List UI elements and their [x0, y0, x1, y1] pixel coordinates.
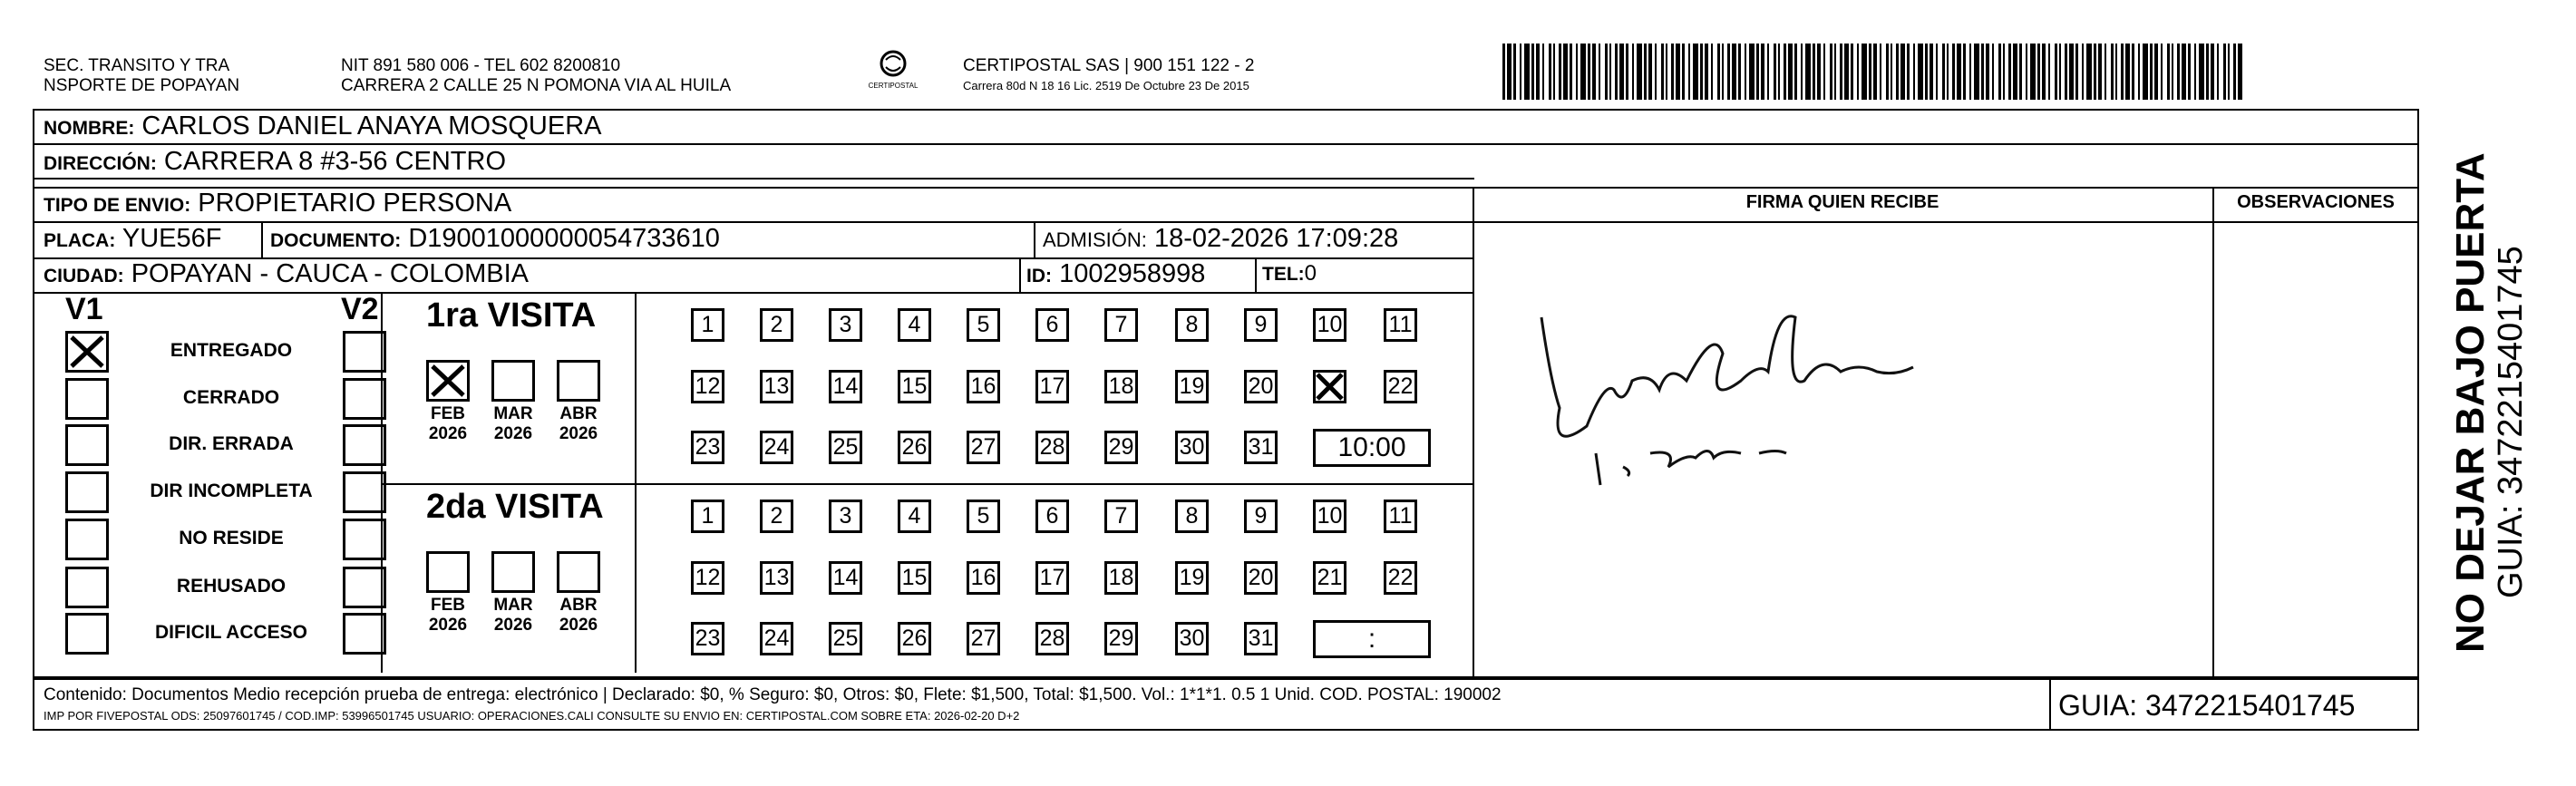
- month-name: ABR: [559, 596, 598, 615]
- footer-guia: GUIA: 3472215401745: [2058, 689, 2356, 722]
- barcode-bar: [2217, 44, 2219, 100]
- status-label: NO RESIDE: [179, 528, 284, 548]
- barcode-bar: [1851, 44, 1853, 100]
- barcode-bar: [1913, 44, 1915, 100]
- month-year: 2026: [559, 616, 598, 635]
- month-year: 2026: [493, 424, 533, 443]
- id-cell: [1026, 258, 1205, 292]
- barcode-bar: [1570, 44, 1572, 100]
- day-box[interactable]: 7: [1104, 500, 1138, 533]
- day-box[interactable]: 14: [829, 370, 862, 403]
- nit-line1: NIT 891 580 006 - TEL 602 8200810: [341, 56, 621, 75]
- day-box[interactable]: 9: [1244, 308, 1278, 342]
- day-box[interactable]: 2: [760, 308, 793, 342]
- barcode-bar: [1727, 44, 1730, 100]
- status-label: DIFICIL ACCESO: [154, 622, 307, 643]
- barcode-bar: [1817, 44, 1821, 100]
- tel-cell: [1262, 258, 1317, 290]
- v1-checkbox[interactable]: [65, 567, 109, 608]
- barcode-bar: [2228, 44, 2230, 100]
- month-label: [486, 596, 540, 636]
- barcode-bar: [1666, 44, 1667, 100]
- v1-checkbox[interactable]: [65, 613, 109, 655]
- barcode-bar: [1891, 44, 1892, 100]
- day-box[interactable]: 20: [1244, 370, 1278, 403]
- header: [0, 0, 2576, 104]
- barcode-bar: [2065, 44, 2067, 100]
- barcode-bar: [1648, 44, 1652, 100]
- barcode-bar: [1745, 44, 1746, 100]
- barcode-bar: [1986, 44, 1989, 100]
- barcode-bar: [2223, 44, 2226, 100]
- day-box[interactable]: 24: [760, 431, 793, 464]
- nombre-row: [44, 111, 602, 144]
- day-box[interactable]: 20: [1244, 561, 1278, 595]
- day-box[interactable]: 13: [760, 370, 793, 403]
- id-label: ID:: [1026, 266, 1052, 286]
- status-label: DIR INCOMPLETA: [150, 480, 313, 501]
- day-box[interactable]: 27: [967, 622, 1000, 655]
- barcode-bar: [1813, 44, 1815, 100]
- nombre-value: CARLOS DANIEL ANAYA MOSQUERA: [141, 112, 602, 141]
- month-label: [421, 404, 475, 444]
- month-label: [551, 404, 606, 444]
- admision-label: ADMISIÓN:: [1043, 228, 1147, 251]
- firma-header: FIRMA QUIEN RECIBE: [1745, 192, 1939, 212]
- no-dejar-bajo-puerta: NO DEJAR BAJO PUERTA: [2448, 152, 2493, 653]
- barcode-bar: [2233, 44, 2236, 100]
- day-box[interactable]: 2: [760, 500, 793, 533]
- day-box[interactable]: 8: [1175, 500, 1209, 533]
- side-guia: GUIA: 3472215401745: [2492, 246, 2530, 598]
- barcode-bar: [1823, 44, 1825, 100]
- placa-value: YUE56F: [122, 224, 222, 253]
- barcode-bar: [2013, 44, 2017, 100]
- sec-transito-line1: SEC. TRANSITO Y TRA: [44, 56, 230, 75]
- month-year: 2026: [428, 616, 468, 635]
- day-box[interactable]: 18: [1104, 561, 1138, 595]
- barcode-bar: [1676, 44, 1680, 100]
- barcode-bar: [1918, 44, 1923, 100]
- barcode-bar: [1801, 44, 1803, 100]
- ciudad-value: POPAYAN - CAUCA - COLOMBIA: [131, 259, 530, 288]
- barcode-bar: [2177, 44, 2180, 100]
- admision-cell: [1043, 223, 1398, 256]
- tipo-label: TIPO DE ENVIO:: [44, 195, 191, 216]
- day-box[interactable]: 1: [691, 308, 724, 342]
- month-label: [551, 596, 606, 636]
- barcode-bar: [1969, 44, 1971, 100]
- barcode-bar: [1722, 44, 1724, 100]
- barcode-bar: [1682, 44, 1685, 100]
- barcode-bar: [1942, 44, 1945, 100]
- day-box[interactable]: 22: [1384, 370, 1417, 403]
- day-box[interactable]: 13: [760, 561, 793, 595]
- month-checkbox[interactable]: [557, 360, 600, 402]
- barcode-bar: [2055, 44, 2057, 100]
- signature-drawing: [1532, 272, 2022, 490]
- certipostal-line2: Carrera 80d N 18 16 Lic. 2519 De Octubre 23 De 2015: [963, 79, 1249, 92]
- barcode-bar: [2115, 44, 2117, 100]
- month-label: [486, 404, 540, 444]
- day-box[interactable]: 8: [1175, 308, 1209, 342]
- barcode-bar: [1717, 44, 1720, 100]
- day-box[interactable]: 31: [1244, 622, 1278, 655]
- day-box[interactable]: 24: [760, 622, 793, 655]
- day-box[interactable]: [1313, 370, 1346, 403]
- barcode-bar: [2172, 44, 2173, 100]
- day-box[interactable]: 5: [967, 308, 1000, 342]
- month-name: MAR: [493, 404, 533, 423]
- status-label: DIR. ERRADA: [169, 433, 294, 454]
- nombre-label: NOMBRE:: [44, 118, 135, 139]
- barcode-bar: [1738, 44, 1741, 100]
- barcode-bar: [2069, 44, 2074, 100]
- day-box[interactable]: 12: [691, 561, 724, 595]
- ciudad-row: [44, 258, 529, 292]
- barcode-bar: [2111, 44, 2114, 100]
- day-box[interactable]: 7: [1104, 308, 1138, 342]
- barcode-bar: [1774, 44, 1776, 100]
- barcode-bar: [1862, 44, 1867, 100]
- barcode-bar: [1559, 44, 1561, 100]
- barcode-bar: [2199, 44, 2204, 100]
- v1-checkbox[interactable]: [65, 519, 109, 560]
- v1-checkbox[interactable]: [65, 424, 109, 466]
- barcode-bar: [1655, 44, 1657, 100]
- barcode-bar: [1925, 44, 1928, 100]
- barcode-bar: [1805, 44, 1811, 100]
- barcode-bar: [1886, 44, 1889, 100]
- day-box[interactable]: 4: [898, 308, 931, 342]
- barcode-bar: [1502, 44, 1505, 100]
- barcode-bar: [2150, 44, 2153, 100]
- day-box[interactable]: 19: [1175, 370, 1209, 403]
- barcode-bar: [2042, 44, 2046, 100]
- day-box[interactable]: 3: [829, 500, 862, 533]
- barcode-bar: [2154, 44, 2158, 100]
- direccion-value: CARRERA 8 #3-56 CENTRO: [163, 147, 507, 176]
- signature-line2: [1532, 274, 1537, 275]
- barcode-bar: [1873, 44, 1877, 100]
- month-label: [421, 596, 475, 636]
- day-box[interactable]: 9: [1244, 500, 1278, 533]
- v1-label: V1: [65, 292, 103, 326]
- barcode-bar: [1767, 44, 1769, 100]
- barcode-bar: [1963, 44, 1966, 100]
- day-box[interactable]: 25: [829, 431, 862, 464]
- barcode-bar: [2075, 44, 2078, 100]
- barcode-bar: [1661, 44, 1664, 100]
- barcode-bar: [1592, 44, 1596, 100]
- v1-checkbox[interactable]: [65, 378, 109, 420]
- day-box[interactable]: 23: [691, 622, 724, 655]
- barcode-bar: [2125, 44, 2130, 100]
- barcode-bar: [1700, 44, 1703, 100]
- day-box[interactable]: 26: [898, 622, 931, 655]
- barcode-bar: [2238, 44, 2242, 100]
- day-box[interactable]: 27: [967, 431, 1000, 464]
- barcode-bar: [1599, 44, 1600, 100]
- logo-text: CERTIPOSTAL: [868, 82, 919, 90]
- month-checkbox[interactable]: [557, 551, 600, 593]
- barcode-bar: [1869, 44, 1871, 100]
- observaciones-header: OBSERVACIONES: [2237, 192, 2395, 212]
- barcode-bar: [1981, 44, 1984, 100]
- v2-checkbox[interactable]: [343, 519, 386, 560]
- day-box[interactable]: 17: [1035, 561, 1069, 595]
- barcode-bar: [1756, 44, 1759, 100]
- barcode-bar: [1936, 44, 1938, 100]
- barcode-bar: [1840, 44, 1842, 100]
- barcode-bar: [1644, 44, 1647, 100]
- barcode-bar: [1952, 44, 1955, 100]
- barcode-bar: [1857, 44, 1859, 100]
- status-label: ENTREGADO: [170, 340, 293, 361]
- v2-checkbox[interactable]: [343, 567, 386, 608]
- barcode-bar: [1524, 44, 1530, 100]
- month-checkbox[interactable]: [426, 360, 470, 402]
- direccion-label: DIRECCIÓN:: [44, 153, 157, 174]
- barcode-bar: [1549, 44, 1551, 100]
- barcode-bar: [2037, 44, 2040, 100]
- day-box[interactable]: 10: [1313, 308, 1346, 342]
- documento-cell: [270, 223, 720, 257]
- day-box[interactable]: 18: [1104, 370, 1138, 403]
- day-box[interactable]: 22: [1384, 561, 1417, 595]
- month-checkbox[interactable]: [491, 360, 535, 402]
- day-box[interactable]: 19: [1175, 561, 1209, 595]
- barcode-bar: [2105, 44, 2106, 100]
- day-box[interactable]: 23: [691, 431, 724, 464]
- day-box[interactable]: 30: [1175, 431, 1209, 464]
- tipo-row: [44, 188, 511, 221]
- signature-line1: [1532, 272, 1538, 273]
- day-box[interactable]: 6: [1035, 308, 1069, 342]
- barcode-bar: [1615, 44, 1618, 100]
- barcode-bar: [1563, 44, 1568, 100]
- barcode-bar: [2143, 44, 2148, 100]
- v2-checkbox[interactable]: [343, 424, 386, 466]
- certipostal-line1: CERTIPOSTAL SAS | 900 151 122 - 2: [963, 56, 1255, 75]
- barcode-bar: [1749, 44, 1755, 100]
- barcode-bar: [1576, 44, 1578, 100]
- barcode-bar: [2003, 44, 2005, 100]
- barcode-bar: [1784, 44, 1786, 100]
- barcode-bar: [1507, 44, 1512, 100]
- barcode-bar: [2094, 44, 2096, 100]
- barcode-bar: [1732, 44, 1736, 100]
- certipostal-logo: [858, 45, 928, 94]
- v2-checkbox[interactable]: [343, 471, 386, 513]
- ciudad-label: CIUDAD:: [44, 266, 124, 286]
- nit-line2: CARRERA 2 CALLE 25 N POMONA VIA AL HUILA: [341, 76, 732, 95]
- tel-label: TEL:: [1262, 264, 1305, 285]
- day-box[interactable]: 1: [691, 500, 724, 533]
- direccion-row: [44, 146, 506, 180]
- barcode-bar: [1580, 44, 1586, 100]
- month-year: 2026: [493, 616, 533, 635]
- footer-line2: IMP POR FIVEPOSTAL ODS: 25097601745 / COD.IMP: 53996501745 USUARIO: OPERACIONES.CALI CONSULTE SU ENVIO EN: CERTIPOSTAL.COM SOBRE ETA: 2026-02-20 D+2: [44, 709, 1020, 723]
- barcode-bar: [2048, 44, 2050, 100]
- day-box[interactable]: 29: [1104, 622, 1138, 655]
- barcode-bar: [1998, 44, 2001, 100]
- barcode-bar: [1520, 44, 1521, 100]
- barcode-bar: [1605, 44, 1608, 100]
- barcode-bar: [1513, 44, 1516, 100]
- time-box[interactable]: 10:00: [1313, 429, 1431, 467]
- barcode-bar: [2211, 44, 2214, 100]
- day-box[interactable]: 4: [898, 500, 931, 533]
- placa-label: PLACA:: [44, 230, 116, 251]
- v2-checkbox[interactable]: [343, 378, 386, 420]
- barcode-bar: [2059, 44, 2061, 100]
- footer-line1: Contenido: Documentos Medio recepción prueba de entrega: electrónico | Declarado: $0, % Seguro: $0, Otros: $0, Flete: $1,500, Total: $1,500. Vol.: 1*1*1. 0.5 1 Unid. COD. POSTAL: 190002: [44, 685, 1502, 704]
- barcode-bar: [1957, 44, 1961, 100]
- barcode-bar: [1880, 44, 1881, 100]
- admision-value: 18-02-2026 17:09:28: [1153, 224, 1399, 253]
- barcode-bar: [2167, 44, 2170, 100]
- barcode-bar: [2086, 44, 2092, 100]
- barcode-bar: [2098, 44, 2102, 100]
- barcode-bar: [2026, 44, 2027, 100]
- day-box[interactable]: 16: [967, 561, 1000, 595]
- month-checkbox[interactable]: [426, 551, 470, 593]
- month-year: 2026: [428, 424, 468, 443]
- time-box[interactable]: :: [1313, 620, 1431, 658]
- barcode-bar: [1778, 44, 1780, 100]
- barcode-bar: [1834, 44, 1836, 100]
- documento-label: DOCUMENTO:: [270, 230, 402, 251]
- barcode-bar: [1671, 44, 1674, 100]
- month-checkbox[interactable]: [491, 551, 535, 593]
- barcode-bar: [1896, 44, 1899, 100]
- day-box[interactable]: 16: [967, 370, 1000, 403]
- visit2-title: 2da VISITA: [426, 488, 604, 526]
- barcode-bar: [2182, 44, 2186, 100]
- barcode-bar: [1542, 44, 1544, 100]
- barcode-bar: [1947, 44, 1949, 100]
- barcode-bar: [2008, 44, 2011, 100]
- barcode-bar: [1619, 44, 1624, 100]
- barcode-bar: [1830, 44, 1832, 100]
- barcode-bar: [2138, 44, 2140, 100]
- documento-value: D19001000000054733610: [408, 224, 720, 253]
- visit1-title: 1ra VISITA: [426, 296, 597, 335]
- v1-checkbox[interactable]: [65, 471, 109, 513]
- month-year: 2026: [559, 424, 598, 443]
- day-box[interactable]: 12: [691, 370, 724, 403]
- day-box[interactable]: 30: [1175, 622, 1209, 655]
- barcode-bar: [1711, 44, 1713, 100]
- barcode-bar: [2121, 44, 2124, 100]
- day-box[interactable]: 15: [898, 370, 931, 403]
- barcode-bar: [1536, 44, 1540, 100]
- barcode: [1502, 44, 2246, 100]
- barcode-bar: [1930, 44, 1933, 100]
- tipo-value: PROPIETARIO PERSONA: [198, 189, 512, 218]
- barcode-bar: [2194, 44, 2196, 100]
- barcode-bar: [1992, 44, 1994, 100]
- v2-checkbox[interactable]: [343, 331, 386, 373]
- signature: [1532, 272, 2022, 490]
- day-box[interactable]: 11: [1384, 308, 1417, 342]
- day-box[interactable]: 17: [1035, 370, 1069, 403]
- status-label: CERRADO: [182, 387, 280, 408]
- barcode-bar: [1637, 44, 1642, 100]
- barcode-bar: [1900, 44, 1905, 100]
- day-box[interactable]: 3: [829, 308, 862, 342]
- month-name: FEB: [431, 596, 465, 615]
- day-box[interactable]: 26: [898, 431, 931, 464]
- day-box[interactable]: 6: [1035, 500, 1069, 533]
- barcode-bar: [2188, 44, 2191, 100]
- barcode-bar: [1632, 44, 1634, 100]
- barcode-bar: [1761, 44, 1764, 100]
- day-box[interactable]: 28: [1035, 431, 1069, 464]
- barcode-bar: [1553, 44, 1555, 100]
- barcode-bar: [2030, 44, 2036, 100]
- day-box[interactable]: 10: [1313, 500, 1346, 533]
- barcode-bar: [2082, 44, 2084, 100]
- month-name: FEB: [431, 404, 465, 423]
- day-box[interactable]: 29: [1104, 431, 1138, 464]
- day-box[interactable]: 14: [829, 561, 862, 595]
- v2-label: V2: [341, 292, 379, 326]
- status-label: REHUSADO: [176, 576, 287, 597]
- barcode-bar: [1974, 44, 1979, 100]
- barcode-bar: [1907, 44, 1910, 100]
- barcode-bar: [1626, 44, 1628, 100]
- day-box[interactable]: 31: [1244, 431, 1278, 464]
- day-box[interactable]: 25: [829, 622, 862, 655]
- barcode-bar: [1788, 44, 1793, 100]
- barcode-bar: [1794, 44, 1797, 100]
- v1-checkbox[interactable]: [65, 331, 109, 373]
- id-value: 1002958998: [1059, 259, 1206, 288]
- month-name: ABR: [559, 404, 598, 423]
- barcode-bar: [1688, 44, 1690, 100]
- day-box[interactable]: 21: [1313, 561, 1346, 595]
- barcode-bar: [2132, 44, 2134, 100]
- barcode-bar: [1693, 44, 1698, 100]
- day-box[interactable]: 5: [967, 500, 1000, 533]
- v2-checkbox[interactable]: [343, 613, 386, 655]
- barcode-bar: [1588, 44, 1590, 100]
- tel-value: 0: [1304, 261, 1317, 286]
- barcode-bar: [2206, 44, 2209, 100]
- month-name: MAR: [493, 596, 533, 615]
- day-box[interactable]: 11: [1384, 500, 1417, 533]
- sec-transito-line2: NSPORTE DE POPAYAN: [44, 76, 240, 95]
- barcode-bar: [1705, 44, 1708, 100]
- barcode-bar: [1844, 44, 1849, 100]
- barcode-bar: [1609, 44, 1611, 100]
- placa-row: [44, 223, 221, 257]
- day-box[interactable]: 15: [898, 561, 931, 595]
- barcode-bar: [2161, 44, 2163, 100]
- barcode-bar: [1531, 44, 1534, 100]
- barcode-bar: [2019, 44, 2022, 100]
- day-box[interactable]: 28: [1035, 622, 1069, 655]
